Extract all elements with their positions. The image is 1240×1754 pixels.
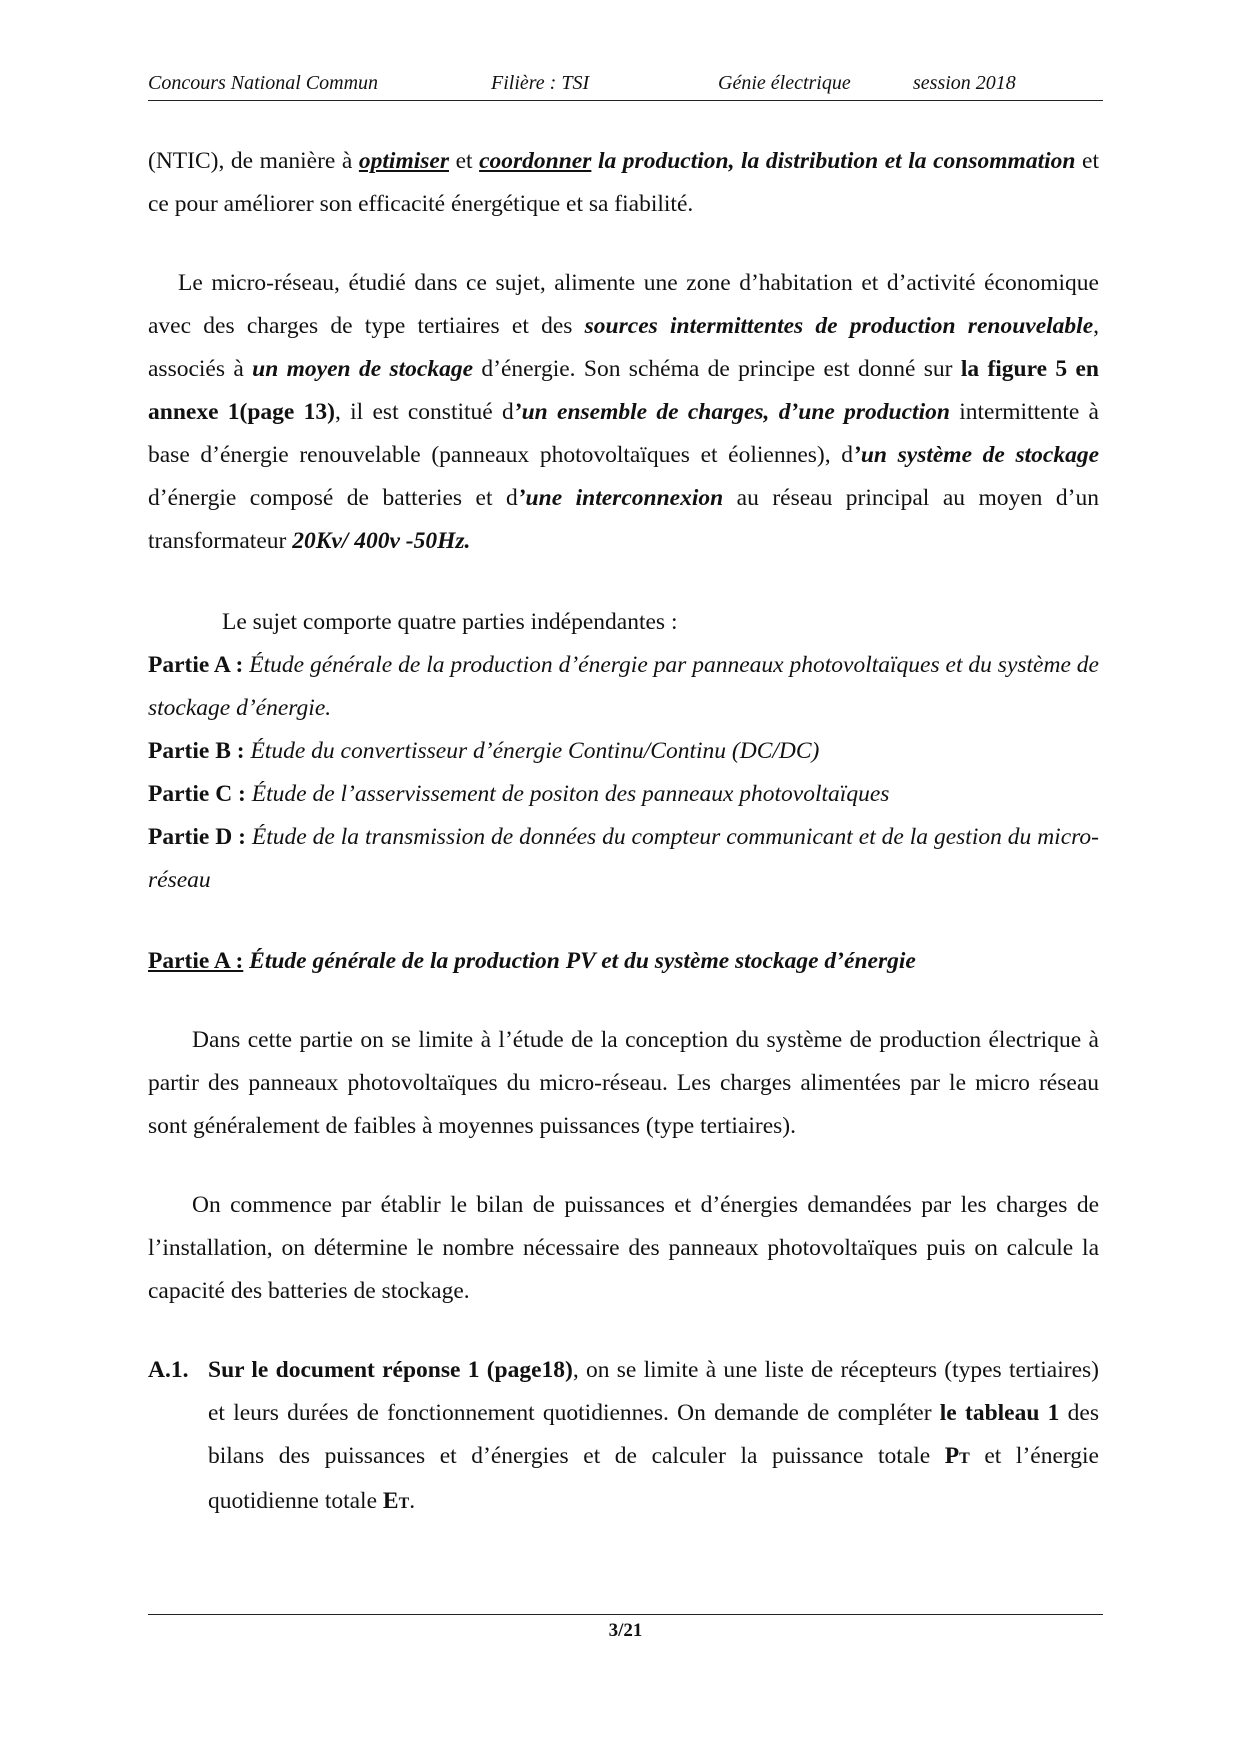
parts-lead: Le sujet comporte quatre parties indépendantes :	[222, 609, 678, 635]
micro-reseau-paragraph: Le micro-réseau, étudié dans ce sujet, alimente une zone d’habitation et d’activité économique avec des charges de type tertiaires et des sources intermittentes de production renouvelable, associés à un moyen de stockage d’énergie. Son schéma de principe est donné sur la figure 5 en annexe 1(page 13), il est constitué d’un ensemble de charges, d’une production intermittente à base d’énergie renouvelable (panneaux photovoltaïques et éoliennes), d’un système de stockage d’énergie composé de batteries et d’une interconnexion au réseau principal au moyen d’un transformateur 20Kv/ 400v -50Hz.	[148, 270, 1100, 554]
section-a-paragraph-1: Dans cette partie on se limite à l’étude de la conception du système de production électrique à partir des panneaux photovoltaïques du micro-réseau. Les charges alimentées par le micro réseau sont généralement de faibles à moyennes puissances (type tertiaires).	[148, 1027, 1099, 1139]
coordonner-term: coordonner	[479, 148, 592, 174]
question-number: A.1.	[148, 1357, 189, 1383]
part-b-item: Partie B : Étude du convertisseur d’énergie Continu/Continu (DC/DC)	[148, 738, 820, 764]
part-d-item: Partie D : Étude de la transmission de données du compteur communicant et de la gestion du micro-réseau	[148, 824, 1099, 893]
optimiser-term: optimiser	[358, 148, 449, 174]
transformer-rating: 20Kv/ 400v -50Hz.	[292, 528, 471, 554]
section-a-heading: Partie A : Étude générale de la production PV et du système stockage d’énergie	[148, 948, 916, 974]
question-a1-text: Sur le document réponse 1 (page18), on se limite à une liste de récepteurs (types tertiaires) et leurs durées de fonctionnement quotidiennes. On demande de compléter le tableau 1 des bilans des puissances et d’énergies et de calculer la puissance totale PT et l’énergie quotidienne totale ET.	[208, 1357, 1099, 1514]
parts-list	[148, 601, 1099, 902]
footer-divider	[148, 1614, 1103, 1615]
question-a1	[148, 1349, 1099, 1525]
header-discipline: Génie électrique	[718, 72, 851, 94]
part-a-item: Partie A : Étude générale de la production d’énergie par panneaux photovoltaïques et du système de stockage d’énergie.	[148, 652, 1099, 721]
header-contest: Concours National Commun	[148, 72, 379, 94]
section-a-paragraph-2: On commence par établir le bilan de puissances et d’énergies demandées par les charges de l’installation, on détermine le nombre nécessaire des panneaux photovoltaïques puis on calcule la capacité des batteries de stockage.	[148, 1192, 1099, 1304]
header-session: session 2018	[913, 72, 1016, 94]
part-c-item: Partie C : Étude de l’asservissement de positon des panneaux photovoltaïques	[148, 781, 890, 807]
page-header	[148, 72, 1103, 101]
header-filiere: Filière : TSI	[491, 72, 590, 94]
page-body	[148, 140, 1099, 1525]
figure-reference: la figure 5 en annexe 1(page 13)	[148, 356, 1100, 425]
intro-paragraph: (NTIC), de manière à optimiser et coordonner la production, la distribution et la consommation et ce pour améliorer son efficacité énergétique et sa fiabilité.	[148, 148, 1099, 217]
page-number: 3/21	[608, 1620, 643, 1641]
